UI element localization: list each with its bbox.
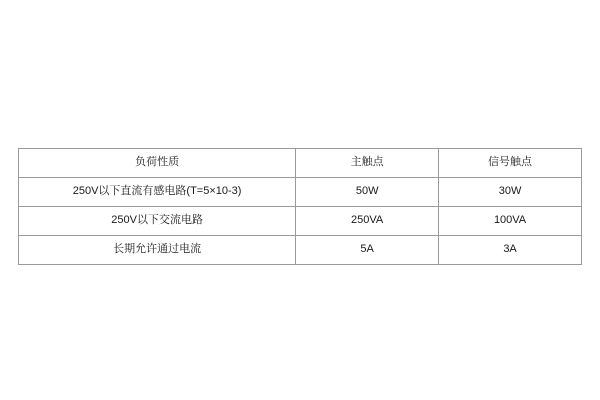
row-signal-contact: 100VA [439, 207, 582, 236]
row-signal-contact: 30W [439, 178, 582, 207]
row-main-contact: 250VA [296, 207, 439, 236]
row-description: 250V以下直流有感电路(T=5×10-3) [19, 178, 296, 207]
table-header-row [19, 149, 582, 178]
row-signal-contact: 3A [439, 236, 582, 265]
contact-capacity-table [18, 148, 582, 265]
table-row [19, 236, 582, 265]
row-main-contact: 50W [296, 178, 439, 207]
table-row [19, 207, 582, 236]
header-description: 负荷性质 [19, 149, 296, 178]
spec-table-container [18, 148, 582, 265]
table-row [19, 178, 582, 207]
header-main-contact: 主触点 [296, 149, 439, 178]
header-signal-contact: 信号触点 [439, 149, 582, 178]
row-description: 长期允许通过电流 [19, 236, 296, 265]
row-main-contact: 5A [296, 236, 439, 265]
row-description: 250V以下交流电路 [19, 207, 296, 236]
